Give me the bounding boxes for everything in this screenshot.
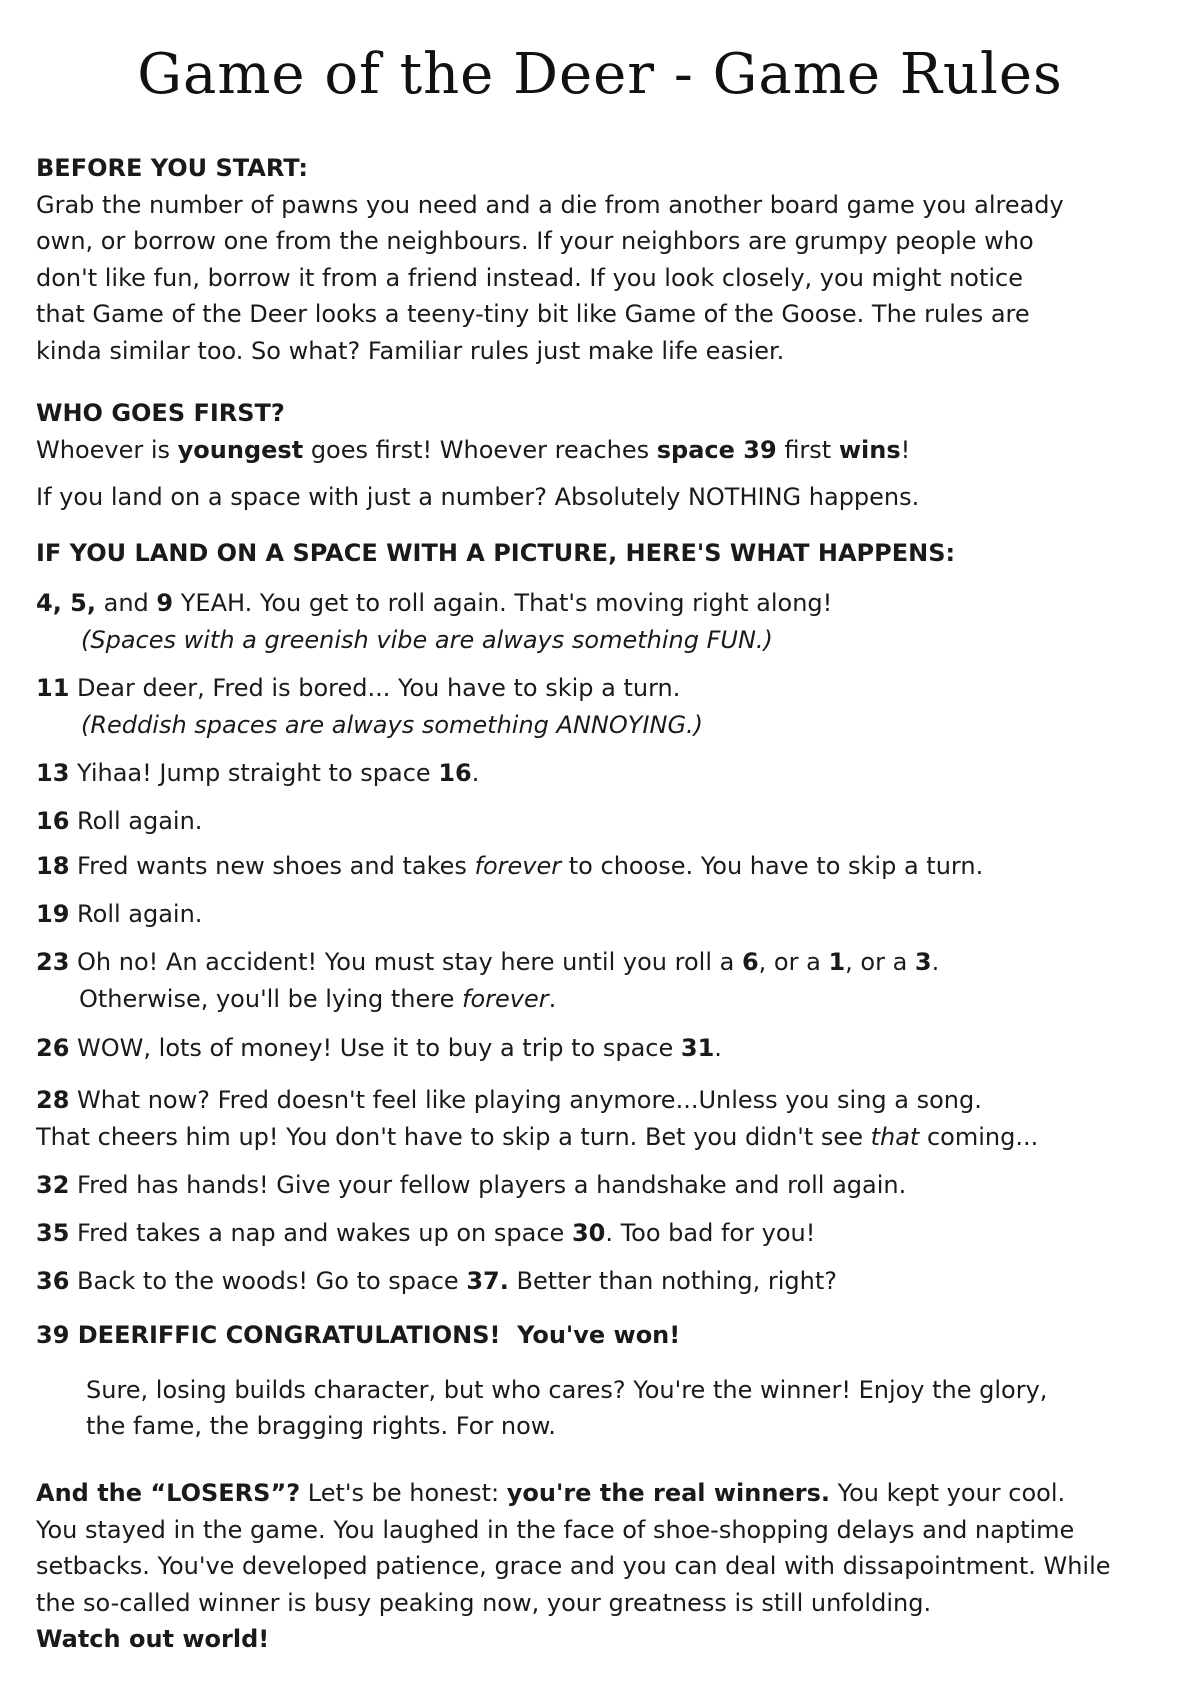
rule-39 [36,1317,1166,1445]
rule-19 [36,896,1166,933]
rule-35 [36,1215,1166,1252]
rule-line [36,1167,1166,1204]
space-number: 31 [680,1034,715,1062]
text: Back to the woods! Go to space [69,1267,467,1295]
rule-36 [36,1263,1166,1300]
space-number: 16 [438,759,472,787]
paragraph-line: own, or borrow one from the neighbours. If your neighbors are grumpy people who [36,227,1034,255]
die-number: 6 [741,948,759,976]
text: Oh no! An accident! You must stay here until you roll a [69,948,742,976]
rule-line [36,1317,1166,1354]
rule-23 [36,944,1166,1017]
text: Whoever is [36,435,178,464]
who-goes-first-section [36,395,1166,516]
text: Fred takes a nap and wakes up on space [69,1219,572,1247]
text: and [96,589,157,617]
rule-line [36,1119,1166,1156]
paragraph-line [36,432,1166,469]
bold-text: you're the real winners. [506,1479,830,1507]
space-number: 30 [571,1219,606,1247]
die-number: 3 [914,948,932,976]
space-number: 37. [466,1267,509,1295]
paragraph-line: Sure, losing builds character, but who cares? You're the winner! Enjoy the glory, [86,1375,1048,1404]
rule-line [36,803,1166,840]
rule-line [36,896,1166,933]
space-number: 4, 5, [36,589,96,617]
text: You kept your cool. [829,1479,1066,1507]
space-number: 19 [36,900,70,928]
space-number: 32 [36,1171,70,1199]
rule-4-5-9 [36,585,1166,658]
bold-text: space 39 [656,435,777,464]
space-number: 26 [36,1034,70,1062]
text: Fred has hands! Give your fellow players a handshake and roll again. [69,1171,907,1199]
space-number: 16 [36,807,70,835]
text: , or a [758,948,829,976]
text: Better than nothing, right? [508,1267,837,1295]
bold-text: And the “LOSERS”? [36,1479,301,1507]
text: . Too bad for you! [605,1219,816,1247]
text: YEAH. You get to roll again. That's moving right along! [173,589,833,617]
rule-28 [36,1082,1166,1155]
paragraph-line: the fame, the bragging rights. For now. [86,1412,556,1440]
rule-note: (Reddish spaces are always something ANNOYING.) [81,710,704,739]
rule-line [36,848,1166,885]
text: WOW, lots of money! Use it to buy a trip to space [69,1034,681,1062]
rule-line [36,1263,1166,1300]
text: Dear deer, Fred is bored... You have to skip a turn. [69,674,681,702]
before-you-start-section [36,150,1166,369]
rule-line [36,585,1166,622]
rule-line [36,1030,1166,1067]
paragraph-line [36,1475,1166,1512]
space-number: 28 [36,1086,70,1114]
paragraph-line: setbacks. You've developed patience, grace and you can deal with dissapointment. While [36,1552,1111,1580]
text: . [714,1034,722,1062]
italic-text: forever [474,852,562,880]
rule-26 [36,1030,1166,1067]
bold-text: wins [838,435,901,464]
text: Otherwise, you'll be lying there [79,984,462,1013]
picture-heading-block [36,535,1166,572]
text: first [776,435,839,464]
losers-section [36,1475,1166,1658]
text: That cheers him up! You don't have to skip a turn. Bet you didn't see [36,1122,871,1151]
text: coming... [919,1122,1039,1151]
rule-note: (Spaces with a greenish vibe are always something FUN.) [81,625,773,654]
page-title: Game of the Deer - Game Rules [137,42,1063,107]
rule-13 [36,755,1166,792]
text: , or a [845,948,915,976]
text: Yihaa! Jump straight to space [69,759,439,787]
space-number: 18 [36,852,70,880]
die-number: 1 [828,948,846,976]
paragraph-line: don't like fun, borrow it from a friend instead. If you look closely, you might notice [36,263,1023,292]
rule-line [36,981,1166,1018]
rule-32 [36,1167,1166,1204]
rule-line [36,755,1166,792]
section-heading: BEFORE YOU START: [36,154,308,182]
text: What now? Fred doesn't feel like playing anymore...Unless you sing a song. [69,1086,982,1114]
paragraph-line: that Game of the Deer looks a teeny-tiny bit like Game of the Goose. The rules are [36,300,1030,328]
text: . [548,984,557,1013]
paragraph-line: If you land on a space with just a number? Absolutely NOTHING happens. [36,483,920,511]
text: Roll again. [69,900,203,928]
text: Let's be honest: [300,1479,507,1507]
section-heading: IF YOU LAND ON A SPACE WITH A PICTURE, HERE'S WHAT HAPPENS: [36,539,956,567]
section-heading: WHO GOES FIRST? [36,399,285,427]
rule-line [36,670,1166,707]
text: ! [900,435,911,464]
italic-text: that [870,1122,920,1151]
space-number: 36 [36,1267,70,1295]
space-number: 23 [36,948,70,976]
rule-line [36,944,1166,981]
space-number: 39 DEERIFFIC CONGRATULATIONS! [36,1321,501,1349]
text: . [931,948,940,976]
text: Roll again. [69,807,203,835]
rule-line [36,1082,1166,1119]
text: Fred wants new shoes and takes [69,852,475,880]
paragraph-line: You stayed in the game. You laughed in the face of shoe-shopping delays and naptime [36,1515,1075,1544]
rule-11 [36,670,1166,743]
space-number: 9 [156,589,174,617]
text: . [471,759,480,787]
space-number: 13 [36,759,70,787]
rule-line [36,1215,1166,1252]
rule-18 [36,848,1166,885]
text: to choose. You have to skip a turn. [561,852,984,880]
rule-16 [36,803,1166,840]
closing-line: Watch out world! [36,1625,270,1653]
italic-text: forever [462,984,549,1013]
paragraph-line: Grab the number of pawns you need and a die from another board game you already [36,190,1064,219]
text: goes first! Whoever reaches [303,435,657,464]
bold-text: youngest [177,435,304,464]
text: You've won! [500,1321,681,1349]
space-number: 11 [36,674,70,702]
paragraph-line: kinda similar too. So what? Familiar rules just make life easier. [36,336,785,365]
space-number: 35 [36,1219,70,1247]
paragraph-line: the so-called winner is busy peaking now, your greatness is still unfolding. [36,1588,932,1617]
